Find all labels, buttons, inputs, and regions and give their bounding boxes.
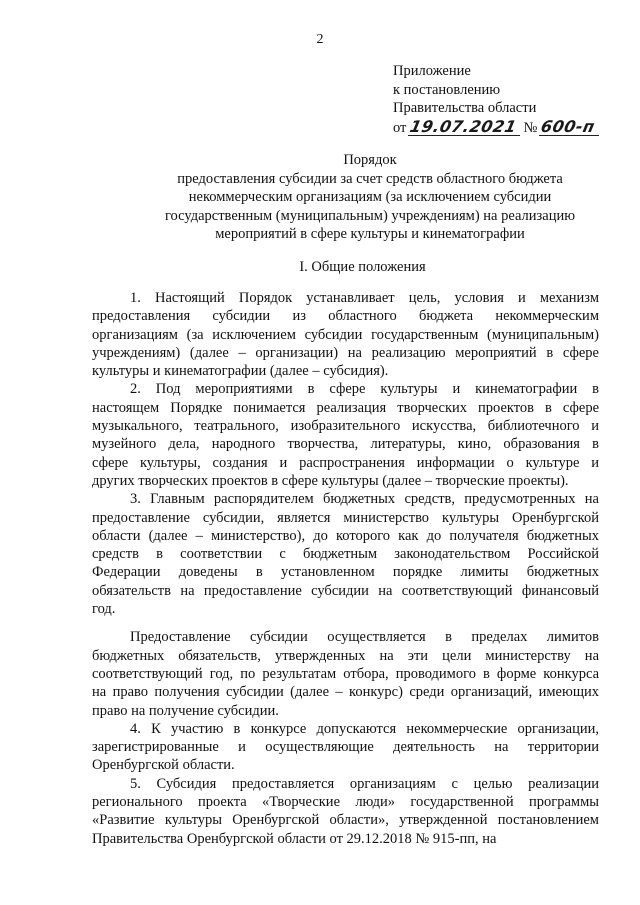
- paragraph-line: Федерации доведены в установленном порядке лимиты бюджетных: [92, 564, 599, 581]
- paragraph-line: музыкального, театрального, изобразительного искусства, библиотечного и: [92, 418, 599, 435]
- paragraph-line: соответствующий год, по результатам отбора, проводимого в форме конкурса: [92, 665, 599, 682]
- paragraph-line: «Развитие культуры Оренбургской области», утвержденной постановлением: [92, 812, 599, 829]
- paragraph-line: сфере культуры, создания и распространения информации о культуре и: [92, 454, 599, 471]
- paragraph-line: 1. Настоящий Порядок устанавливает цель, условия и механизм: [130, 290, 599, 306]
- body-text: [92, 289, 599, 848]
- paragraph: [92, 380, 599, 490]
- paragraph-line: музейного дела, народного творчества, литературы, кино, образования в: [92, 436, 599, 453]
- paragraph-line: предоставления субсидии из областного бюджета некоммерческим: [92, 308, 599, 325]
- appendix-line: Приложение: [393, 63, 471, 79]
- paragraph-line: средств в соответствии с бюджетным законодательством Российской: [92, 546, 599, 563]
- paragraph-line: год.: [92, 601, 116, 618]
- paragraph: [92, 720, 599, 775]
- title-line: некоммерческим организациям (за исключением субсидии: [188, 189, 552, 205]
- paragraph-line: бюджетных обязательств, утвержденных на эти цели министерству на: [92, 647, 599, 664]
- appendix-date-line: [393, 118, 595, 138]
- section-heading: I. Общие положения: [299, 259, 426, 275]
- paragraph: [92, 628, 599, 719]
- paragraph-line: обязательств на предоставление субсидии на соответствующий финансовый: [92, 582, 599, 599]
- paragraph-line: на право получения субсидии (далее – конкурс) среди организаций, имеющих: [92, 684, 599, 701]
- appendix-block: [393, 62, 595, 137]
- document-title: [100, 151, 640, 244]
- number-value: 600-п: [539, 116, 597, 136]
- handwritten-number: [541, 118, 595, 138]
- paragraph-line: Предоставление субсидии осуществляется в пределах лимитов: [130, 629, 599, 646]
- paragraph: [92, 289, 599, 380]
- appendix-line: к постановлению: [393, 81, 501, 98]
- date-prefix: от: [393, 119, 407, 136]
- paragraph-line: культуры и кинематографии (далее – субсидия).: [92, 363, 389, 380]
- paragraph-line: других творческих проектов в сфере культуры (далее – творческие проекты).: [92, 472, 569, 489]
- paragraph-line: 2. Под мероприятиями в сфере культуры и кинематографии в: [130, 381, 599, 398]
- number-prefix: №: [523, 119, 538, 136]
- title-line: Порядок: [343, 152, 397, 168]
- paragraph-line: области (далее – министерство), до которого как до получателя бюджетных: [92, 527, 599, 544]
- paragraph-line: Правительства Оренбургской области от 29.12.2018 № 915-пп, на: [92, 830, 497, 847]
- title-line: предоставления субсидии за счет средств областного бюджета: [177, 170, 563, 187]
- title-line: государственным (муниципальным) учреждениям) на реализацию: [164, 207, 576, 224]
- handwritten-date: [408, 116, 519, 138]
- paragraph-line: учреждениям) (далее – организации) на реализацию мероприятий в сфере: [92, 344, 599, 361]
- paragraph-line: настоящем Порядке понимается реализация творческих проектов в сфере: [92, 399, 599, 416]
- paragraph-line: предоставление субсидии, является министерство культуры Оренбургской: [92, 509, 599, 526]
- paragraph-line: зарегистрированные и осуществляющие деятельность на территории: [92, 739, 599, 756]
- paragraph-line: 4. К участию в конкурсе допускаются некоммерческие организации,: [130, 720, 599, 737]
- paragraph: [92, 490, 599, 618]
- paragraph-line: право на получение субсидии.: [92, 702, 279, 719]
- date-value: 19.07.2021: [408, 116, 519, 136]
- paragraph: [92, 775, 599, 848]
- title-line: мероприятий в сфере культуры и кинематографии: [215, 226, 525, 242]
- page-number: 2: [316, 32, 324, 47]
- paragraph-line: Оренбургской области.: [92, 757, 235, 774]
- paragraph-line: регионального проекта «Творческие люди» государственной программы: [92, 794, 599, 811]
- paragraph-line: 3. Главным распорядителем бюджетных средств, предусмотренных на: [130, 491, 599, 508]
- appendix-line: Правительства области: [393, 100, 537, 116]
- paragraph-line: организациям (за исключением субсидии государственным (муниципальным): [92, 326, 599, 343]
- paragraph-line: 5. Субсидия предоставляется организациям с целью реализации: [130, 775, 599, 792]
